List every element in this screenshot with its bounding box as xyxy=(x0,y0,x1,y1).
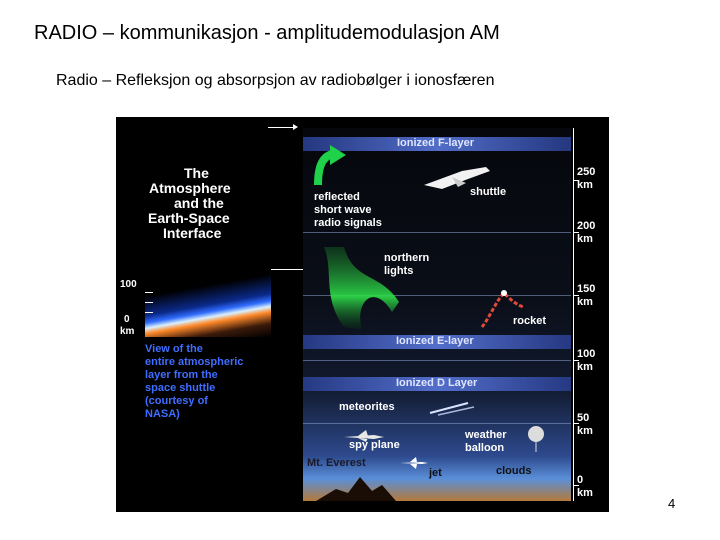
inset-scale-unit: km xyxy=(120,326,135,337)
inset-tick xyxy=(145,312,153,313)
northern-lights-label-1: northern xyxy=(384,252,430,264)
spy-plane-label: spy plane xyxy=(349,439,400,451)
rocket-label: rocket xyxy=(513,315,547,327)
meteorites-label: meteorites xyxy=(339,401,395,413)
altitude-50-unit: km xyxy=(577,425,593,437)
jet-label: jet xyxy=(429,467,442,479)
caption-line-2: entire atmospheric xyxy=(145,356,244,368)
altitude-0-unit: km xyxy=(577,487,593,499)
shuttle-label: shuttle xyxy=(470,186,507,198)
meteor-icon xyxy=(428,399,478,417)
top-arrow-icon xyxy=(268,127,294,128)
weather-balloon-label-2: balloon xyxy=(465,442,505,454)
slide-subtitle: Radio – Refleksjon og absorpsjon av radiobølger i ionosfæren xyxy=(56,72,495,89)
clouds-label: clouds xyxy=(496,465,532,477)
caption-line-6: NASA) xyxy=(145,408,180,420)
atmosphere-diagram xyxy=(116,117,609,512)
f-layer-label: Ionized F-layer xyxy=(397,137,475,149)
inset-scale-top: 100 xyxy=(120,279,137,290)
jet-icon xyxy=(400,457,428,469)
altitude-50-value: 50 xyxy=(577,412,590,424)
caption-line-1: View of the xyxy=(145,343,203,355)
reflection-arrow-icon xyxy=(314,145,348,191)
reflected-label-1: reflected xyxy=(314,191,360,203)
figure-heading-line-4: Earth-Space xyxy=(148,210,230,226)
mt-everest-label: Mt. Everest xyxy=(307,457,366,469)
inset-leader-line xyxy=(271,269,303,270)
earth-limb-image xyxy=(145,269,271,337)
altitude-0-value: 0 xyxy=(577,474,584,486)
inset-tick xyxy=(145,292,153,293)
caption-line-3: layer from the xyxy=(145,369,218,381)
altitude-200-unit: km xyxy=(577,233,593,245)
caption-line-5: (courtesy of xyxy=(145,395,208,407)
d-layer-label: Ionized D Layer xyxy=(396,377,478,389)
altitude-250-unit: km xyxy=(577,179,593,191)
altitude-scale-axis xyxy=(573,128,574,501)
figure-heading-line-5: Interface xyxy=(163,225,222,241)
reflected-label-3: radio signals xyxy=(314,217,382,229)
mountain-icon xyxy=(316,471,396,501)
inset-scale-bottom: 0 xyxy=(124,314,130,325)
northern-lights-label-2: lights xyxy=(384,265,414,277)
figure-heading-line-2: Atmosphere xyxy=(149,180,231,196)
page-number: 4 xyxy=(668,496,676,511)
inset-tick xyxy=(145,302,153,303)
altitude-line xyxy=(303,360,571,361)
altitude-100-value: 100 xyxy=(577,348,596,360)
figure-heading-line-3: and the xyxy=(174,195,224,211)
caption-line-4: space shuttle xyxy=(145,382,216,394)
altitude-250-value: 250 xyxy=(577,166,596,178)
reflected-label-2: short wave xyxy=(314,204,372,216)
weather-balloon-label-1: weather xyxy=(465,429,507,441)
altitude-150-value: 150 xyxy=(577,283,596,295)
altitude-200-value: 200 xyxy=(577,220,596,232)
figure-heading-line-1: The xyxy=(184,165,209,181)
altitude-line xyxy=(303,232,571,233)
altitude-line xyxy=(303,423,571,424)
altitude-150-unit: km xyxy=(577,296,593,308)
balloon-icon xyxy=(526,425,546,453)
altitude-100-unit: km xyxy=(577,361,593,373)
slide-title: RADIO – kommunikasjon - amplitudemodulasjon AM xyxy=(34,22,500,44)
e-layer-label: Ionized E-layer xyxy=(396,335,474,347)
